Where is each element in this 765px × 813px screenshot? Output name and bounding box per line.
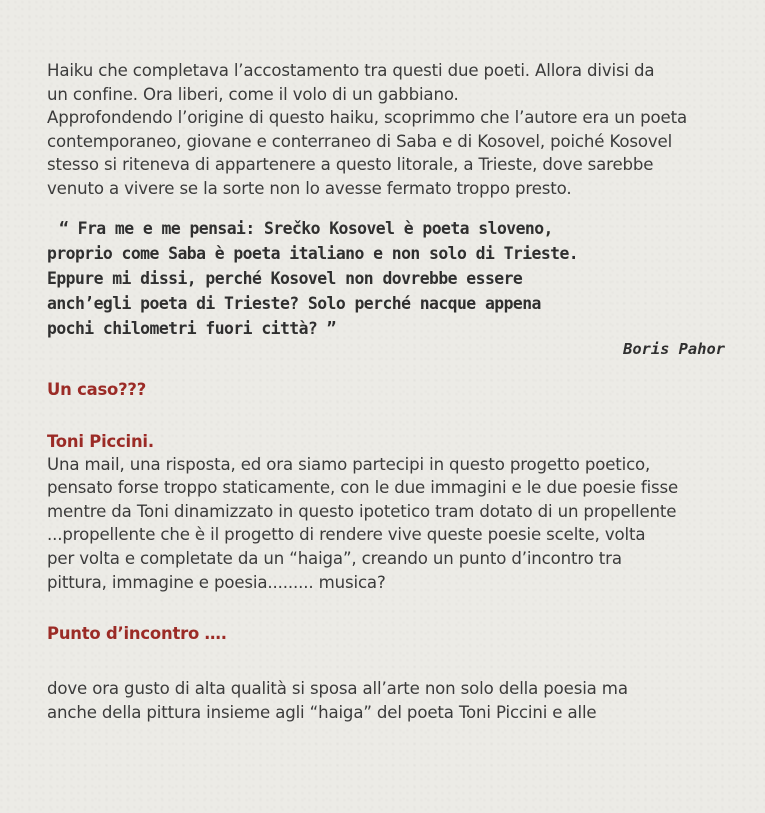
text-line: ...propellente che è il progetto di rendere vive queste poesie scelte, volta [47,525,646,545]
section-heading-toni-piccini: Toni Piccini. [47,431,154,451]
text-line: per volta e completate da un “haiga”, creando un punto d’incontro tra [47,548,622,568]
text-line: pensato forse troppo staticamente, con le due immagini e le due poesie fisse [47,478,679,498]
text-line: mentre da Toni dinamizzato in questo ipotetico tram dotato di un propellente [47,501,677,521]
toni-piccini-paragraph [47,453,737,595]
punto-incontro-paragraph [47,677,737,724]
section-heading-punto-incontro: Punto d’incontro …. [47,624,227,644]
quote-line: Eppure mi dissi, perché Kosovel non dovrebbe essere [47,268,523,288]
quote-block [47,216,737,342]
text-line: contemporaneo, giovane e conterraneo di Saba e di Kosovel, poiché Kosovel [47,131,673,151]
text-line: Approfondendo l’origine di questo haiku, scoprimmo che l’autore era un poeta [47,108,687,128]
text-line: Haiku che completava l’accostamento tra questi due poeti. Allora divisi da [47,61,655,80]
text-line: pittura, immagine e poesia......... musica? [47,572,386,592]
text-line: dove ora gusto di alta qualità si sposa all’arte non solo della poesia ma [47,679,628,699]
quote-author: Boris Pahor [623,339,725,358]
quote-line: “ Fra me e me pensai: Srečko Kosovel è poeta sloveno, [59,218,553,238]
quote-line: pochi chilometri fuori città? ” [47,319,336,339]
text-line: venuto a vivere se la sorte non lo avesse fermato troppo presto. [47,178,572,198]
text-line: anche della pittura insieme agli “haiga” del poeta Toni Piccini e alle [47,702,597,722]
text-line: un confine. Ora liberi, come il volo di un gabbiano. [47,84,459,104]
text-line: Una mail, una risposta, ed ora siamo partecipi in questo progetto poetico, [47,454,651,474]
quote-line: anch’egli poeta di Trieste? Solo perché nacque appena [47,294,541,314]
text-line: stesso si riteneva di appartenere a questo litorale, a Trieste, dove sarebbe [47,155,654,175]
document-page [47,59,737,724]
section-heading-un-caso: Un caso??? [47,379,147,399]
quote-line: proprio come Saba è poeta italiano e non solo di Trieste. [47,243,579,263]
intro-paragraph [47,59,737,201]
